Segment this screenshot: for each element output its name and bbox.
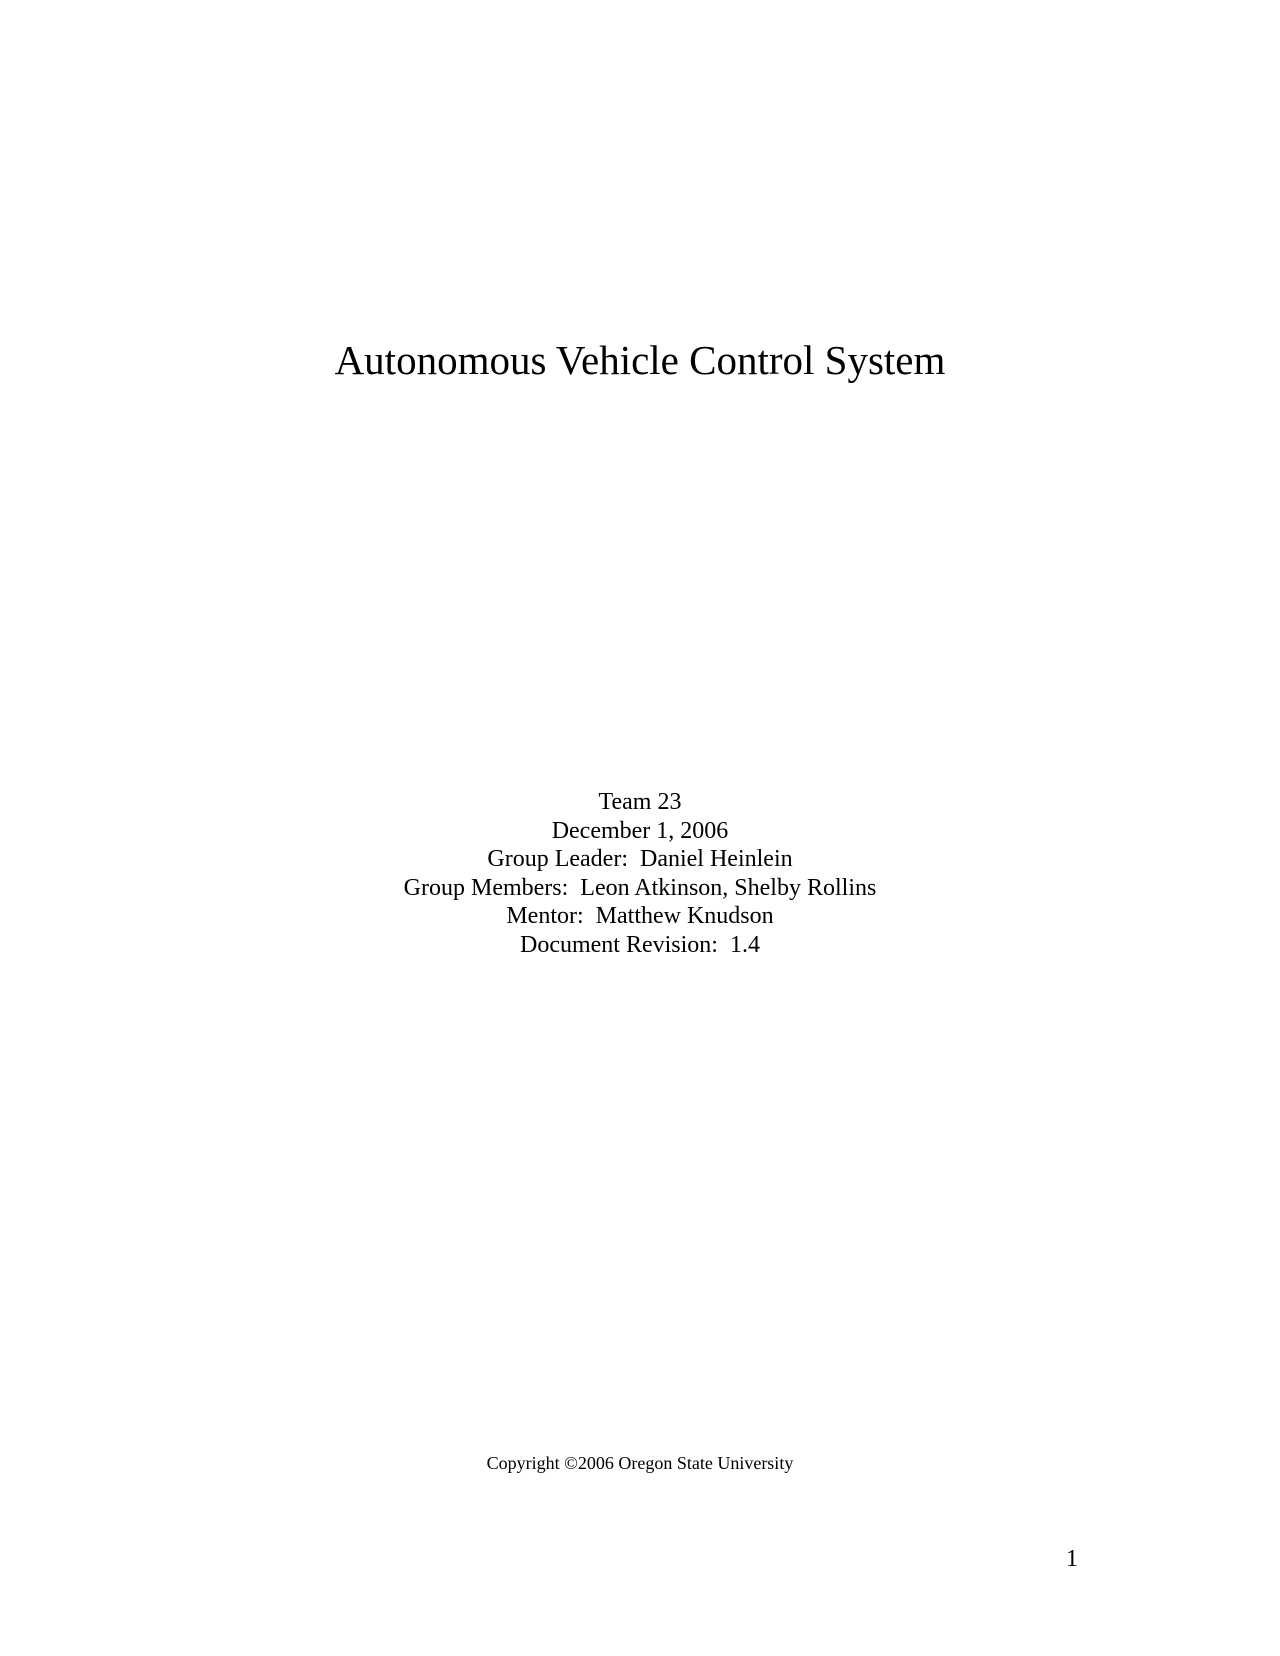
mentor-line: Mentor: Matthew Knudson	[506, 903, 774, 930]
page-number: 1	[1066, 1546, 1078, 1572]
document-title: Autonomous Vehicle Control System	[334, 337, 946, 383]
group-members-line: Group Members: Leon Atkinson, Shelby Rollins	[403, 874, 877, 901]
title-info-block	[0, 788, 1280, 960]
group-leader-line: Group Leader: Daniel Heinlein	[487, 846, 793, 873]
document-revision-line: Document Revision: 1.4	[520, 931, 760, 958]
copyright-notice: Copyright ©2006 Oregon State University	[486, 1453, 794, 1473]
date-line: December 1, 2006	[551, 817, 729, 844]
team-line: Team 23	[598, 789, 682, 815]
